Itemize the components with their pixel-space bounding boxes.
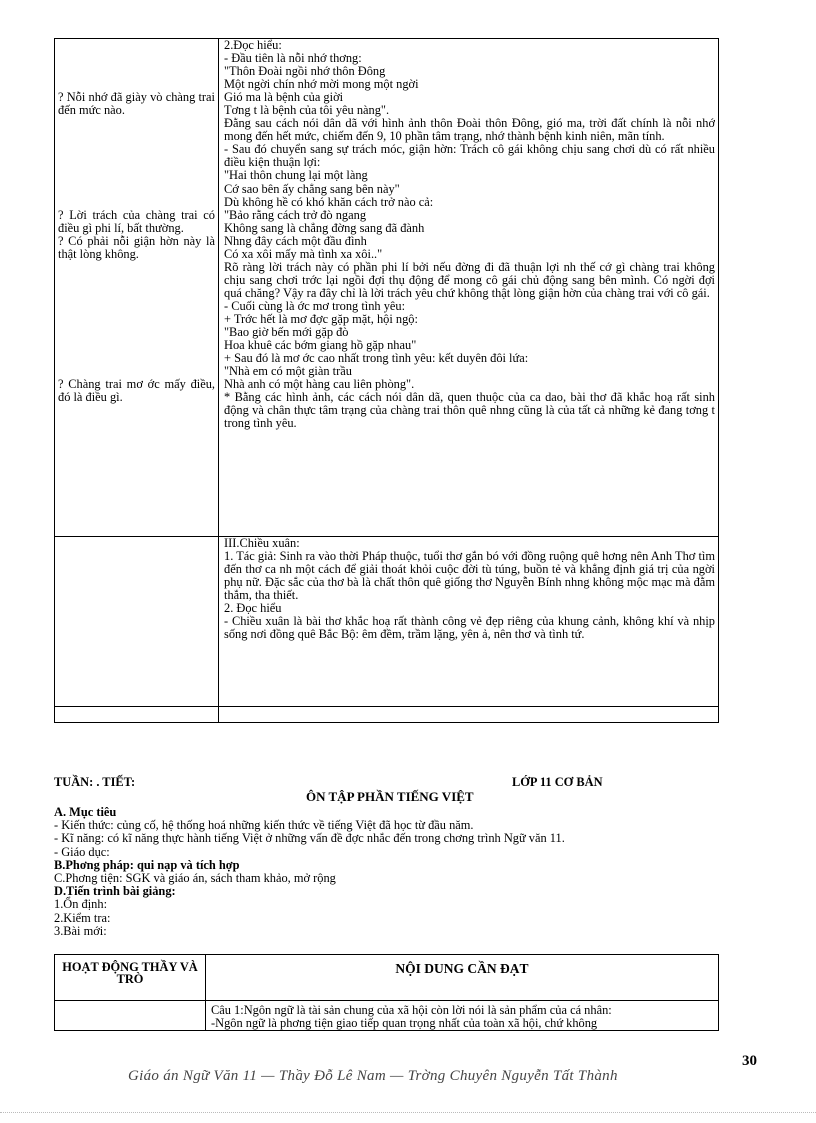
objective-education: - Giáo dục: [54, 844, 110, 859]
section-a-heading: A. Mục tiêu [54, 805, 117, 819]
content-line: Nhng đây cách một đầu đình [224, 234, 367, 248]
activities-cell [55, 1001, 206, 1031]
objective-knowledge: - Kiến thức: củng cố, hệ thống hoá những kiến thức về tiếng Việt đã học từ đầu năm. [54, 818, 474, 833]
content-line: -Ngôn ngữ là phơng tiện giao tiếp quan trọng nhất của toàn xã hội, chứ không [211, 1017, 598, 1031]
week-label: TUẦN: . TIẾT: [54, 775, 136, 789]
content-cell [206, 1001, 719, 1031]
content-line: Có xa xôi mấy mà tình xa xôi.." [224, 247, 383, 261]
content-line: Một ngời chín nhớ mời mong một ngời [224, 78, 419, 92]
page-edge-divider [0, 1112, 816, 1113]
content-line: III.Chiều xuân: [224, 537, 300, 550]
table-row-empty [55, 707, 719, 723]
step-3: 3.Bài mới: [54, 923, 107, 938]
content-line: - Đầu tiên là nỗi nhớ thơng: [224, 52, 362, 66]
content-line: "Hai thôn chung lại một làng [224, 169, 368, 183]
lesson-plan-section [54, 776, 719, 938]
content-line: Gió ma là bệnh của giời [224, 91, 344, 105]
lesson-table-1 [54, 38, 719, 723]
table-row [55, 1001, 719, 1031]
content-line: + Trớc hết là mơ đợc gặp mặt, hội ngộ: [224, 312, 418, 326]
content-cell [219, 39, 719, 537]
content-line: "Bảo rằng cách trở đò ngang [224, 208, 367, 222]
section-b-method: B.Phơng pháp: qui nạp và tích hợp [54, 857, 240, 872]
question-2: ? Lời trách của chàng trai có điều gì phi lí, bất thường. [58, 209, 215, 236]
question-3: ? Có phải nỗi giận hờn này là thật lòng không. [58, 235, 215, 262]
content-line: + Sau đó là mơ ớc cao nhất trong tình yêu: kết duyên đôi lứa: [224, 352, 529, 366]
content-line: 2.Đọc hiểu: [224, 39, 282, 52]
content-line: "Bao giờ bến mới gặp đò [224, 326, 349, 340]
page-number: 30 [742, 1053, 757, 1069]
page-footer: Giáo án Ngữ Văn 11 — Thầy Đỗ Lê Nam — Trờng Chuyên Nguyễn Tất Thành [128, 1068, 618, 1084]
content-line: 2. Đọc hiểu [224, 602, 282, 616]
objective-skills: - Kĩ năng: có kĩ năng thực hành tiếng Việt ở những vấn đề đợc nhắc đến trong chơng trình Ngữ văn 11. [54, 831, 565, 846]
question-1: ? Nỗi nhớ đã giày vò chàng trai đến mức nào. [58, 91, 215, 118]
step-1: 1.Ổn định: [54, 897, 108, 912]
content-line: Dù không hề có khó khăn cách trở nào cả: [224, 195, 434, 209]
table-header-row [55, 955, 719, 1001]
content-cell [219, 537, 719, 707]
content-line: Không sang là chẳng đờng sang đã đành [224, 221, 425, 235]
empty-cell [219, 707, 719, 723]
content-paragraph: Rõ ràng lời trách này có phần phi lí bởi nếu đờng đi đã thuận lợi nh thế cớ gì chàng trai không chịu sang chơi trớc lại ngồi đợi thụ động để mong cô gái chủ động sang bên mình. Có ngời đợi quá chăng? Vậy ra đây chỉ là lời trách yêu chứ không thật lòng giận hờn của chàng trai với cô gái. [224, 260, 715, 300]
content-paragraph: * Bằng các hình ảnh, các cách nói dân dã, quen thuộc của ca dao, bài thơ đã khắc hoạ rất sinh động và chân thực tâm trạng của chàng trai thôn quê nhng cũng là của tất cả những kẻ đang tơng t trong tình yêu. [224, 391, 715, 431]
content-line: Hoa khuê các bớm giang hồ gặp nhau" [224, 339, 417, 353]
header-activities: HOẠT ĐỘNG THẦY VÀ TRÒ [55, 955, 206, 1001]
content-paragraph: 1. Tác giả: Sinh ra vào thời Pháp thuộc, tuổi thơ gắn bó với đồng ruộng quê hơng nên Anh Thơ tìm đến thơ ca nh một cách để giải thoát khỏi cuộc đời tù túng, buồn tẻ và khẳng định giá trị của ngời phụ nữ. Đặc sắc của thơ bà là chất thôn quê giống thơ Nguyễn Bính nhng không mộc mạc mà đằm thắm, tha thiết. [224, 550, 715, 603]
content-line: "Thôn Đoài ngồi nhớ thôn Đông [224, 65, 386, 79]
question-4: ? Chàng trai mơ ớc mấy điều, đó là điều gì. [58, 378, 215, 405]
content-paragraph: - Chiều xuân là bài thơ khắc hoạ rất thành công vẻ đẹp riêng của khung cảnh, không khí và nhịp sống nơi đồng quê Bắc Bộ: êm đềm, trầm lặng, yên ả, nên thơ và tình tứ. [224, 615, 715, 642]
content-line: Nhà anh có một hàng cau liên phòng". [224, 378, 415, 392]
content-line: Cớ sao bên ấy chẳng sang bên này" [224, 182, 400, 196]
content-line: - Cuối cùng là ớc mơ trong tình yêu: [224, 299, 406, 313]
questions-cell-empty [55, 537, 219, 707]
header-content: NỘI DUNG CẦN ĐẠT [206, 955, 719, 1001]
section-c-tools: C.Phơng tiện: SGK và giáo án, sách tham khảo, mở rộng [54, 871, 336, 886]
lesson-title: ÔN TẬP PHẦN TIẾNG VIỆT [306, 789, 474, 804]
step-2: 2.Kiểm tra: [54, 910, 111, 925]
empty-cell [55, 707, 219, 723]
questions-cell [55, 39, 219, 537]
content-paragraph: Đằng sau cách nói dân dã với hình ảnh thôn Đoài thôn Đông, gió ma, trời đất chính là nỗi nhớ mong đến hết mức, chiếm đến 9, 10 phần tâm trạng, nhớ thành bệnh kinh niên, mãn tính. [224, 117, 715, 144]
content-line: Câu 1:Ngôn ngữ là tài sản chung của xã hội còn lời nói là sản phẩm của cá nhân: [211, 1004, 612, 1017]
class-label: LỚP 11 CƠ BẢN [512, 775, 603, 789]
content-paragraph: - Sau đó chuyển sang sự trách móc, giận hờn: Trách cô gái không chịu sang chơi dù có rất nhiều điều kiện thuận lợi: [224, 143, 715, 170]
table-row [55, 39, 719, 537]
content-line: Tơng t là bệnh của tôi yêu nàng". [224, 104, 390, 118]
content-line: "Nhà em có một giàn trầu [224, 365, 352, 379]
table-row [55, 537, 719, 707]
lesson-table-2 [54, 954, 719, 1031]
section-d-process: D.Tiến trình bài giảng: [54, 884, 176, 899]
